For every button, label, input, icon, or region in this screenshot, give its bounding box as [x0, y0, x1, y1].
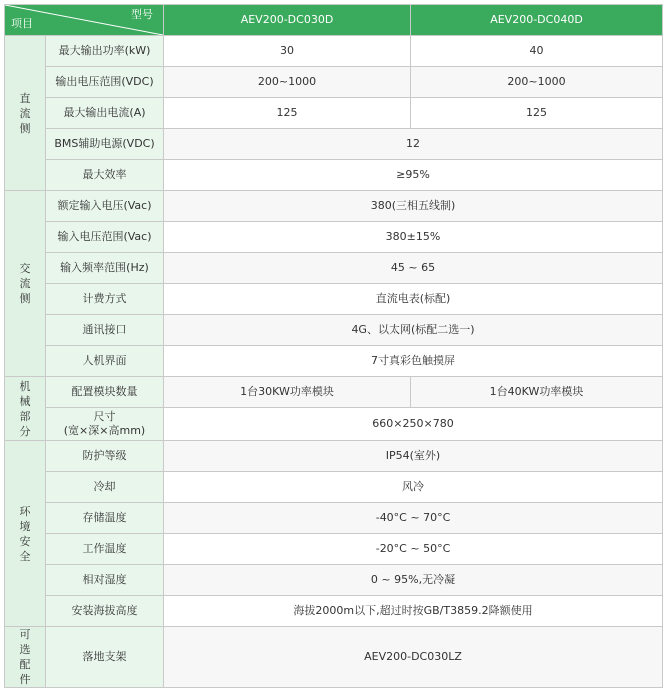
cell-value: 125: [411, 98, 663, 129]
row-label: 输入电压范围(Vac): [46, 222, 164, 253]
row-label: 计费方式: [46, 284, 164, 315]
table-row: [5, 191, 663, 222]
category-mechanical: 机械部分: [5, 377, 46, 441]
table-row: [5, 98, 663, 129]
row-label: 最大输出功率(kW): [46, 36, 164, 67]
row-label: 安装海拔高度: [46, 596, 164, 627]
cell-value: 7寸真彩色触摸屏: [164, 346, 663, 377]
cell-value: 0 ~ 95%,无冷凝: [164, 565, 663, 596]
category-ac-side: 交流侧: [5, 191, 46, 377]
cell-value: AEV200-DC030LZ: [164, 627, 663, 688]
table-row: [5, 284, 663, 315]
cell-value: 海拔2000m以下,超过时按GB/T3859.2降额使用: [164, 596, 663, 627]
header-corner: [5, 5, 164, 36]
table-row: [5, 67, 663, 98]
cell-value: 660×250×780: [164, 408, 663, 441]
category-dc-side: 直流侧: [5, 36, 46, 191]
category-environment: 环境安全: [5, 441, 46, 627]
model-2-header: AEV200-DC040D: [411, 5, 663, 36]
cell-value: -40°C ~ 70°C: [164, 503, 663, 534]
row-label: 冷却: [46, 472, 164, 503]
header-row: [5, 5, 663, 36]
table-row: [5, 346, 663, 377]
cell-value: 12: [164, 129, 663, 160]
table-row: [5, 596, 663, 627]
row-label: 相对湿度: [46, 565, 164, 596]
cell-value: 4G、以太网(标配二选一): [164, 315, 663, 346]
cell-value: 30: [164, 36, 411, 67]
cell-value: 45 ~ 65: [164, 253, 663, 284]
row-label: 输入频率范围(Hz): [46, 253, 164, 284]
cell-value: 380±15%: [164, 222, 663, 253]
table-row: [5, 377, 663, 408]
table-row: [5, 160, 663, 191]
table-row: [5, 441, 663, 472]
table-row: [5, 222, 663, 253]
row-label: 配置模块数量: [46, 377, 164, 408]
row-label: 防护等级: [46, 441, 164, 472]
row-label: 最大输出电流(A): [46, 98, 164, 129]
cell-value: 125: [164, 98, 411, 129]
row-label: BMS辅助电源(VDC): [46, 129, 164, 160]
item-label: 项目: [11, 17, 33, 30]
cell-value: 风冷: [164, 472, 663, 503]
cell-value: 40: [411, 36, 663, 67]
row-label: 输出电压范围(VDC): [46, 67, 164, 98]
table-row: [5, 472, 663, 503]
table-row: [5, 129, 663, 160]
model-label: 型号: [131, 8, 153, 21]
size-label-unit: (宽×深×高mm): [63, 424, 146, 437]
table-row: [5, 315, 663, 346]
category-optional: 可选配件: [5, 627, 46, 688]
row-label: 落地支架: [46, 627, 164, 688]
model-1-header: AEV200-DC030D: [164, 5, 411, 36]
cell-value: 1台30KW功率模块: [164, 377, 411, 408]
row-label: 存储温度: [46, 503, 164, 534]
cell-value: -20°C ~ 50°C: [164, 534, 663, 565]
row-label: 人机界面: [46, 346, 164, 377]
size-label: 尺寸: [93, 410, 116, 423]
cell-value: ≥95%: [164, 160, 663, 191]
table-row: [5, 565, 663, 596]
table-row: [5, 253, 663, 284]
spec-table: [4, 4, 663, 688]
table-row: [5, 36, 663, 67]
row-label: 额定输入电压(Vac): [46, 191, 164, 222]
cell-value: 380(三相五线制): [164, 191, 663, 222]
table-row: [5, 503, 663, 534]
row-label: 工作温度: [46, 534, 164, 565]
cell-value: 200~1000: [411, 67, 663, 98]
table-row: [5, 534, 663, 565]
cell-value: 直流电表(标配): [164, 284, 663, 315]
row-label: [46, 408, 164, 441]
row-label: 通讯接口: [46, 315, 164, 346]
row-label: 最大效率: [46, 160, 164, 191]
cell-value: 1台40KW功率模块: [411, 377, 663, 408]
table-row: [5, 408, 663, 441]
table-row: [5, 627, 663, 688]
cell-value: IP54(室外): [164, 441, 663, 472]
cell-value: 200~1000: [164, 67, 411, 98]
